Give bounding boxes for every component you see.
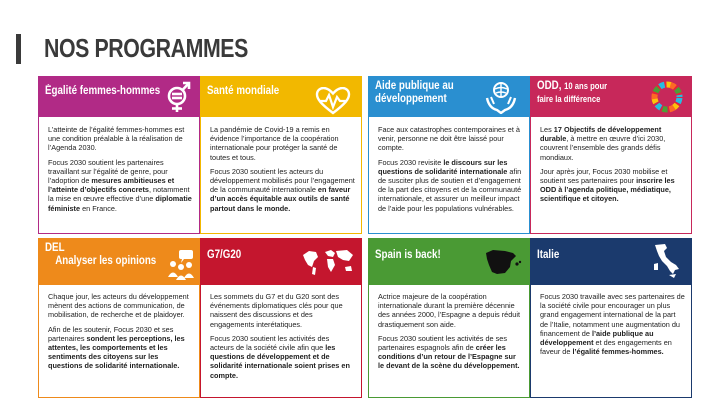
gender-equality-icon xyxy=(161,79,193,117)
card-paragraph: La pandémie de Covid-19 a remis en évidence l’importance de la coopération internationale pour protéger la santé de toutes et tous. xyxy=(210,125,339,162)
card-header xyxy=(531,77,691,117)
spain-map-icon xyxy=(483,247,523,284)
card-del[interactable] xyxy=(38,238,200,398)
card-body xyxy=(531,117,691,204)
world-map-icon xyxy=(299,247,355,282)
card-spain[interactable] xyxy=(368,238,530,398)
card-header xyxy=(201,77,361,117)
card-paragraph: Actrice majeure de la coopération internationale durant la première décennie des années 2000, l’Espagne a depuis réduit drastiquement son aide. xyxy=(378,292,520,329)
card-aide-publique[interactable] xyxy=(368,76,530,234)
card-header xyxy=(531,239,691,285)
health-heartbeat-icon xyxy=(315,87,351,117)
card-egalite[interactable] xyxy=(38,76,200,234)
card-odd[interactable] xyxy=(530,76,692,234)
card-paragraph: Chaque jour, les acteurs du développement mènent des actions de communication, de mobilisation, de recherche et de plaidoyer. xyxy=(48,292,189,320)
card-body xyxy=(201,117,361,213)
card-body xyxy=(39,117,199,213)
card-g7-g20[interactable] xyxy=(200,238,362,398)
card-paragraph: L’atteinte de l’égalité femmes-hommes est une condition préalable à la réalisation de l’Agenda 2030. xyxy=(48,125,185,153)
card-title: Santé mondiale xyxy=(207,85,280,97)
card-header xyxy=(369,239,529,285)
hands-globe-icon xyxy=(485,80,517,117)
card-paragraph: Focus 2030 travaille avec ses partenaires de la société civile pour encourager un plus grand engagement international de la part de l’Italie, notamment une augmentation du financement de l’aide publique au développement et des engagements en faveur de l’égalité femmes-hommes. xyxy=(540,292,685,357)
card-body xyxy=(369,117,529,213)
card-title: Égalité femmes-hommes xyxy=(45,85,161,97)
card-title: Italie xyxy=(537,249,560,261)
card-body xyxy=(531,285,691,356)
page-title: NOS PROGRAMMES xyxy=(44,33,248,63)
card-body xyxy=(201,285,361,380)
card-paragraph: Afin de les soutenir, Focus 2030 et ses partenaires sondent les perceptions, les attentes, les comportements et les sentiments des citoyens sur les questions de solidarité internationale. xyxy=(48,324,185,371)
card-header xyxy=(39,77,199,117)
card-body xyxy=(39,285,199,371)
sdg-wheel-icon xyxy=(651,81,683,117)
card-sante[interactable] xyxy=(200,76,362,234)
card-title: Spain is back! xyxy=(375,249,441,261)
card-body xyxy=(369,285,529,371)
people-opinion-icon xyxy=(165,249,195,285)
card-title: Aide publique au développement xyxy=(375,80,454,105)
card-paragraph: Les sommets du G7 et du G20 sont des événements diplomatiques clés pour que naissent des discussions et des engagements interétatiques. xyxy=(210,292,343,329)
card-paragraph: Focus 2030 revisite le discours sur les questions de solidarité internationale afin de susciter plus de soutien et d’engagement de la part des citoyens et de la communauté internationale, et assurer un meilleur impact de l’aide pour les populations vulnérables. xyxy=(378,157,522,213)
title-accent-bar xyxy=(16,34,21,64)
italy-map-icon xyxy=(649,242,681,285)
card-paragraph: Focus 2030 soutient les acteurs du développement mobilisés pour l’engagement de la communauté internationale en faveur d’un accès équitable aux outils de santé partout dans le monde. xyxy=(210,166,355,213)
card-title: G7/G20 xyxy=(207,249,242,261)
card-italie[interactable] xyxy=(530,238,692,398)
card-title: DEL Analyser les opinions xyxy=(45,242,157,267)
card-title: ODD, 10 ans pour faire la différence xyxy=(537,80,608,104)
card-header xyxy=(39,239,199,285)
card-paragraph: Focus 2030 soutient les activités de ses partenaires espagnols afin de créer les conditions d’un retour de l’Espagne sur le devant de la scène du développement. xyxy=(378,333,520,371)
card-paragraph: Face aux catastrophes contemporaines et à venir, personne ne doit être laissé pour compte. xyxy=(378,125,520,153)
card-header xyxy=(201,239,361,285)
card-header xyxy=(369,77,529,117)
card-paragraph: Les 17 Objectifs de développement durable, à mettre en œuvre d’ici 2030, couvrent l’ensemble des grands défis mondiaux. xyxy=(540,125,666,162)
card-paragraph: Focus 2030 soutient les partenaires travaillant sur l’égalité de genre, pour l’adoption de mesures ambitieuses et l’atteinte d’objectifs concrets, notamment la mise en œuvre effective d’une diplomatie féministe en France. xyxy=(48,157,192,213)
card-paragraph: Focus 2030 soutient les activités des acteurs de la société civile afin que les questions de développement et de solidarité internationale soient prises en compte. xyxy=(210,333,350,380)
card-paragraph: Jour après jour, Focus 2030 mobilise et soutient ses partenaires pour inscrire les ODD à l’agenda politique, médiatique, scientifique et citoyen. xyxy=(540,166,675,204)
